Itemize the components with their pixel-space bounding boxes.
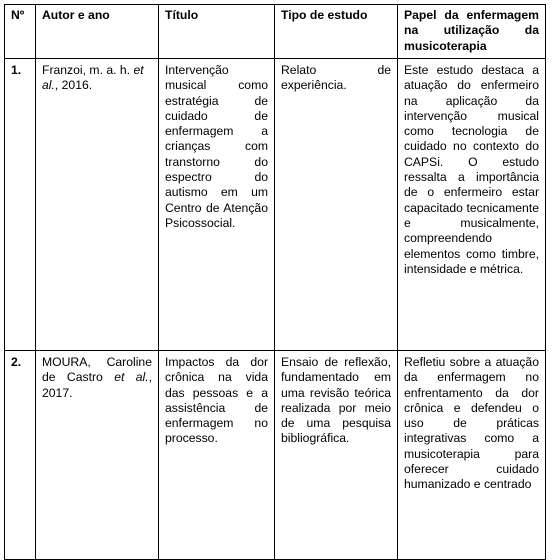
row-number: 2. <box>5 351 36 560</box>
row-nursing-role: Refletiu sobre a atuação da enfermagem no enfrentamento da dor crônica e defendeu o uso de práticas integrativas como a musicoterapia para oferecer cuidado humanizado e centrado <box>398 351 546 560</box>
author-et-al: et al. <box>114 370 149 385</box>
table-row <box>5 59 546 351</box>
row-title: Impactos da dor crônica na vida das pessoas e a assistência de enfermagem no processo. <box>159 351 275 560</box>
header-study-type: Tipo de estudo <box>275 5 398 59</box>
header-author-year: Autor e ano <box>36 5 159 59</box>
row-study-type: Ensaio de reflexão, fundamentado em uma revisão teórica realizada por meio de uma pesquisa bibliográfica. <box>275 351 398 560</box>
literature-review-table-container <box>4 4 545 492</box>
table-row <box>5 351 546 560</box>
row-author-year <box>36 59 159 351</box>
row-title: Intervenção musical como estratégia de cuidado de enfermagem a crianças com transtorno do espectro do autismo em um Centro de Atenção Psicossocial. <box>159 59 275 351</box>
literature-review-table <box>4 4 546 560</box>
header-num: Nº <box>5 5 36 59</box>
header-title: Título <box>159 5 275 59</box>
row-number: 1. <box>5 59 36 351</box>
table-header-row <box>5 5 546 59</box>
row-author-year <box>36 351 159 560</box>
header-nursing-role: Papel da enfermagem na utilização da musicoterapia <box>398 5 546 59</box>
author-et-al: et al. <box>42 63 144 93</box>
row-study-type: Relato de experiência. <box>275 59 398 351</box>
author-name: Franzoi, m. a. h. <box>42 63 134 77</box>
author-name: MOURA, Caroline de Castro <box>42 355 152 385</box>
row-nursing-role: Este estudo destaca a atuação do enfermeiro na aplicação da intervenção musical como tecnologia de cuidado no contexto do CAPSi. O estudo ressalta a importância de o enfermeiro estar capacitado tecnicamente e musicalmente, compreendendo elementos como timbre, intensidade e métrica. <box>398 59 546 351</box>
author-year: , 2016. <box>54 78 93 93</box>
author-year: , 2017. <box>42 370 152 400</box>
